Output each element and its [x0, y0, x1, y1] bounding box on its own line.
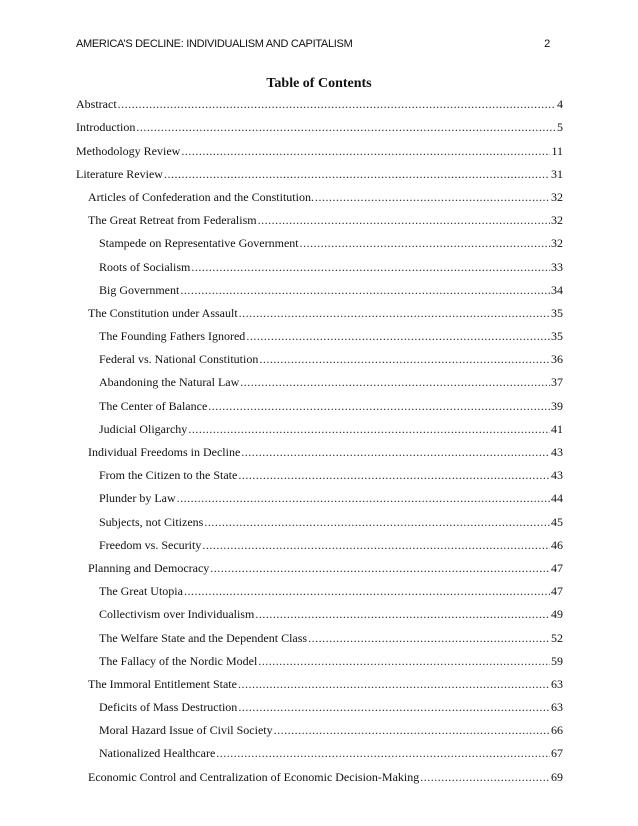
dot-leader — [238, 700, 550, 715]
toc-entry-page: 33 — [551, 259, 563, 274]
toc-entry-label: Stampede on Representative Government — [99, 236, 299, 251]
toc-entry[interactable] — [76, 460, 563, 483]
dot-leader — [204, 515, 550, 530]
toc-entry-label: The Fallacy of the Nordic Model — [99, 653, 258, 668]
toc-entry[interactable] — [76, 89, 563, 112]
toc-entry[interactable] — [76, 483, 563, 506]
toc-entry-page: 66 — [551, 723, 563, 738]
toc-entry-label: The Center of Balance — [99, 398, 208, 413]
toc-entry-label: Freedom vs. Security — [99, 537, 202, 552]
toc-entry-label: From the Citizen to the State — [99, 468, 238, 483]
toc-title: Table of Contents — [266, 76, 372, 91]
dot-leader — [180, 283, 550, 298]
dot-leader — [255, 607, 550, 622]
toc-entry-page: 32 — [551, 213, 563, 228]
dot-leader — [238, 677, 550, 692]
toc-entry-label: Planning and Democracy — [88, 560, 210, 575]
toc-entry-page: 11 — [551, 143, 563, 158]
toc-entry[interactable] — [76, 553, 563, 576]
toc-entry-label: Roots of Socialism — [99, 259, 191, 274]
toc-entry[interactable] — [76, 506, 563, 529]
toc-entry-page: 35 — [551, 329, 563, 344]
dot-leader — [308, 631, 550, 646]
toc-entry[interactable] — [76, 159, 563, 182]
running-title: AMERICA’S DECLINE: INDIVIDUALISM AND CAPITALISM — [76, 38, 353, 50]
toc-entry-label: Methodology Review — [76, 143, 181, 158]
dot-leader — [239, 306, 550, 321]
dot-leader — [216, 746, 550, 761]
toc-entry-page: 41 — [551, 421, 563, 436]
toc-entry-page: 31 — [551, 166, 563, 181]
toc-entry[interactable] — [76, 669, 563, 692]
toc-entry-page: 32 — [551, 189, 563, 204]
dot-leader — [315, 190, 550, 205]
toc-entry-label: Collectivism over Individualism — [99, 607, 255, 622]
dot-leader — [238, 468, 550, 483]
dot-leader — [184, 584, 550, 599]
toc-entry-label: Judicial Oligarchy — [99, 421, 188, 436]
dot-leader — [246, 329, 550, 344]
toc-entry[interactable] — [76, 576, 563, 599]
toc-entry-page: 63 — [551, 676, 563, 691]
toc-entry-label: Introduction — [76, 120, 136, 135]
toc-entry-page: 63 — [551, 700, 563, 715]
dot-leader — [420, 770, 550, 785]
toc-entry-page: 34 — [551, 282, 563, 297]
toc-entry[interactable] — [76, 205, 563, 228]
toc-entry-page: 59 — [551, 653, 563, 668]
toc-entry-label: Literature Review — [76, 166, 163, 181]
toc-entry[interactable] — [76, 599, 563, 622]
toc-entry[interactable] — [76, 344, 563, 367]
toc-entry-page: 43 — [551, 468, 563, 483]
toc-entry[interactable] — [76, 692, 563, 715]
toc-entry[interactable] — [76, 228, 563, 251]
toc-entry-label: Federal vs. National Constitution — [99, 352, 259, 367]
toc-entry-page: 52 — [551, 630, 563, 645]
table-of-contents — [76, 89, 563, 785]
toc-entry-page: 49 — [551, 607, 563, 622]
toc-entry[interactable] — [76, 437, 563, 460]
dot-leader — [191, 260, 550, 275]
dot-leader — [274, 723, 550, 738]
toc-entry-label: The Welfare State and the Dependent Class — [99, 630, 308, 645]
toc-entry[interactable] — [76, 112, 563, 135]
toc-entry-page: 47 — [551, 560, 563, 575]
toc-entry[interactable] — [76, 135, 563, 158]
toc-entry[interactable] — [76, 622, 563, 645]
dot-leader — [240, 375, 550, 390]
dot-leader — [210, 561, 550, 576]
toc-entry[interactable] — [76, 182, 563, 205]
toc-entry[interactable] — [76, 367, 563, 390]
toc-entry[interactable] — [76, 715, 563, 738]
toc-entry-label: The Constitution under Assault — [88, 305, 238, 320]
toc-entry[interactable] — [76, 390, 563, 413]
toc-entry-page: 43 — [551, 445, 563, 459]
page-number: 2 — [544, 38, 550, 50]
toc-entry[interactable] — [76, 251, 563, 274]
toc-entry[interactable] — [76, 414, 563, 437]
toc-entry-label: Economic Control and Centralization of Economic Decision-Making — [88, 769, 420, 784]
toc-entry[interactable] — [76, 738, 563, 761]
toc-entry-page: 46 — [551, 537, 563, 552]
toc-entry-page: 4 — [557, 97, 563, 112]
toc-entry-page: 47 — [551, 584, 563, 599]
dot-leader — [258, 654, 550, 669]
toc-entry-label: Articles of Confederation and the Constitution. — [88, 189, 314, 204]
toc-entry-label: Plunder by Law — [99, 491, 176, 506]
toc-entry-label: Nationalized Healthcare — [99, 746, 216, 761]
toc-entry[interactable] — [76, 275, 563, 298]
dot-leader — [208, 399, 550, 414]
toc-entry-label: The Founding Fathers Ignored — [99, 329, 246, 344]
dot-leader — [202, 538, 550, 553]
dot-leader — [241, 445, 550, 460]
toc-entry-label: Abandoning the Natural Law — [99, 375, 240, 390]
toc-entry-label: The Great Retreat from Federalism — [88, 213, 257, 228]
dot-leader — [164, 167, 550, 182]
toc-entry-label: Deficits of Mass Destruction — [99, 700, 238, 715]
toc-entry-page: 32 — [551, 236, 563, 251]
toc-entry-page: 67 — [551, 746, 563, 761]
toc-entry[interactable] — [76, 530, 563, 553]
toc-entry[interactable] — [76, 761, 563, 784]
dot-leader — [118, 97, 556, 112]
toc-entry-label: Moral Hazard Issue of Civil Society — [99, 723, 273, 738]
dot-leader — [136, 120, 556, 135]
toc-entry-page: 36 — [551, 352, 563, 367]
toc-entry-page: 37 — [551, 375, 563, 390]
toc-entry[interactable] — [76, 646, 563, 669]
toc-entry-page: 5 — [557, 120, 563, 135]
dot-leader — [259, 352, 550, 367]
toc-entry-page: 69 — [551, 769, 563, 784]
toc-entry-page: 35 — [551, 305, 563, 320]
toc-entry-page: 39 — [551, 398, 563, 413]
dot-leader — [181, 144, 550, 159]
toc-entry-label: Individual Freedoms in Decline — [88, 445, 241, 459]
toc-entry-label: Big Government — [99, 282, 180, 297]
toc-entry[interactable] — [76, 321, 563, 344]
dot-leader — [300, 236, 550, 251]
running-header — [76, 38, 550, 50]
toc-entry-page: 45 — [551, 514, 563, 529]
toc-entry[interactable] — [76, 298, 563, 321]
dot-leader — [177, 491, 550, 506]
dot-leader — [258, 213, 550, 228]
toc-entry-label: Subjects, not Citizens — [99, 514, 204, 529]
dot-leader — [188, 422, 550, 437]
toc-entry-label: The Immoral Entitlement State — [88, 676, 237, 691]
toc-entry-page: 44 — [551, 491, 563, 506]
toc-entry-label: Abstract — [76, 97, 117, 112]
toc-entry-label: The Great Utopia — [99, 584, 183, 599]
